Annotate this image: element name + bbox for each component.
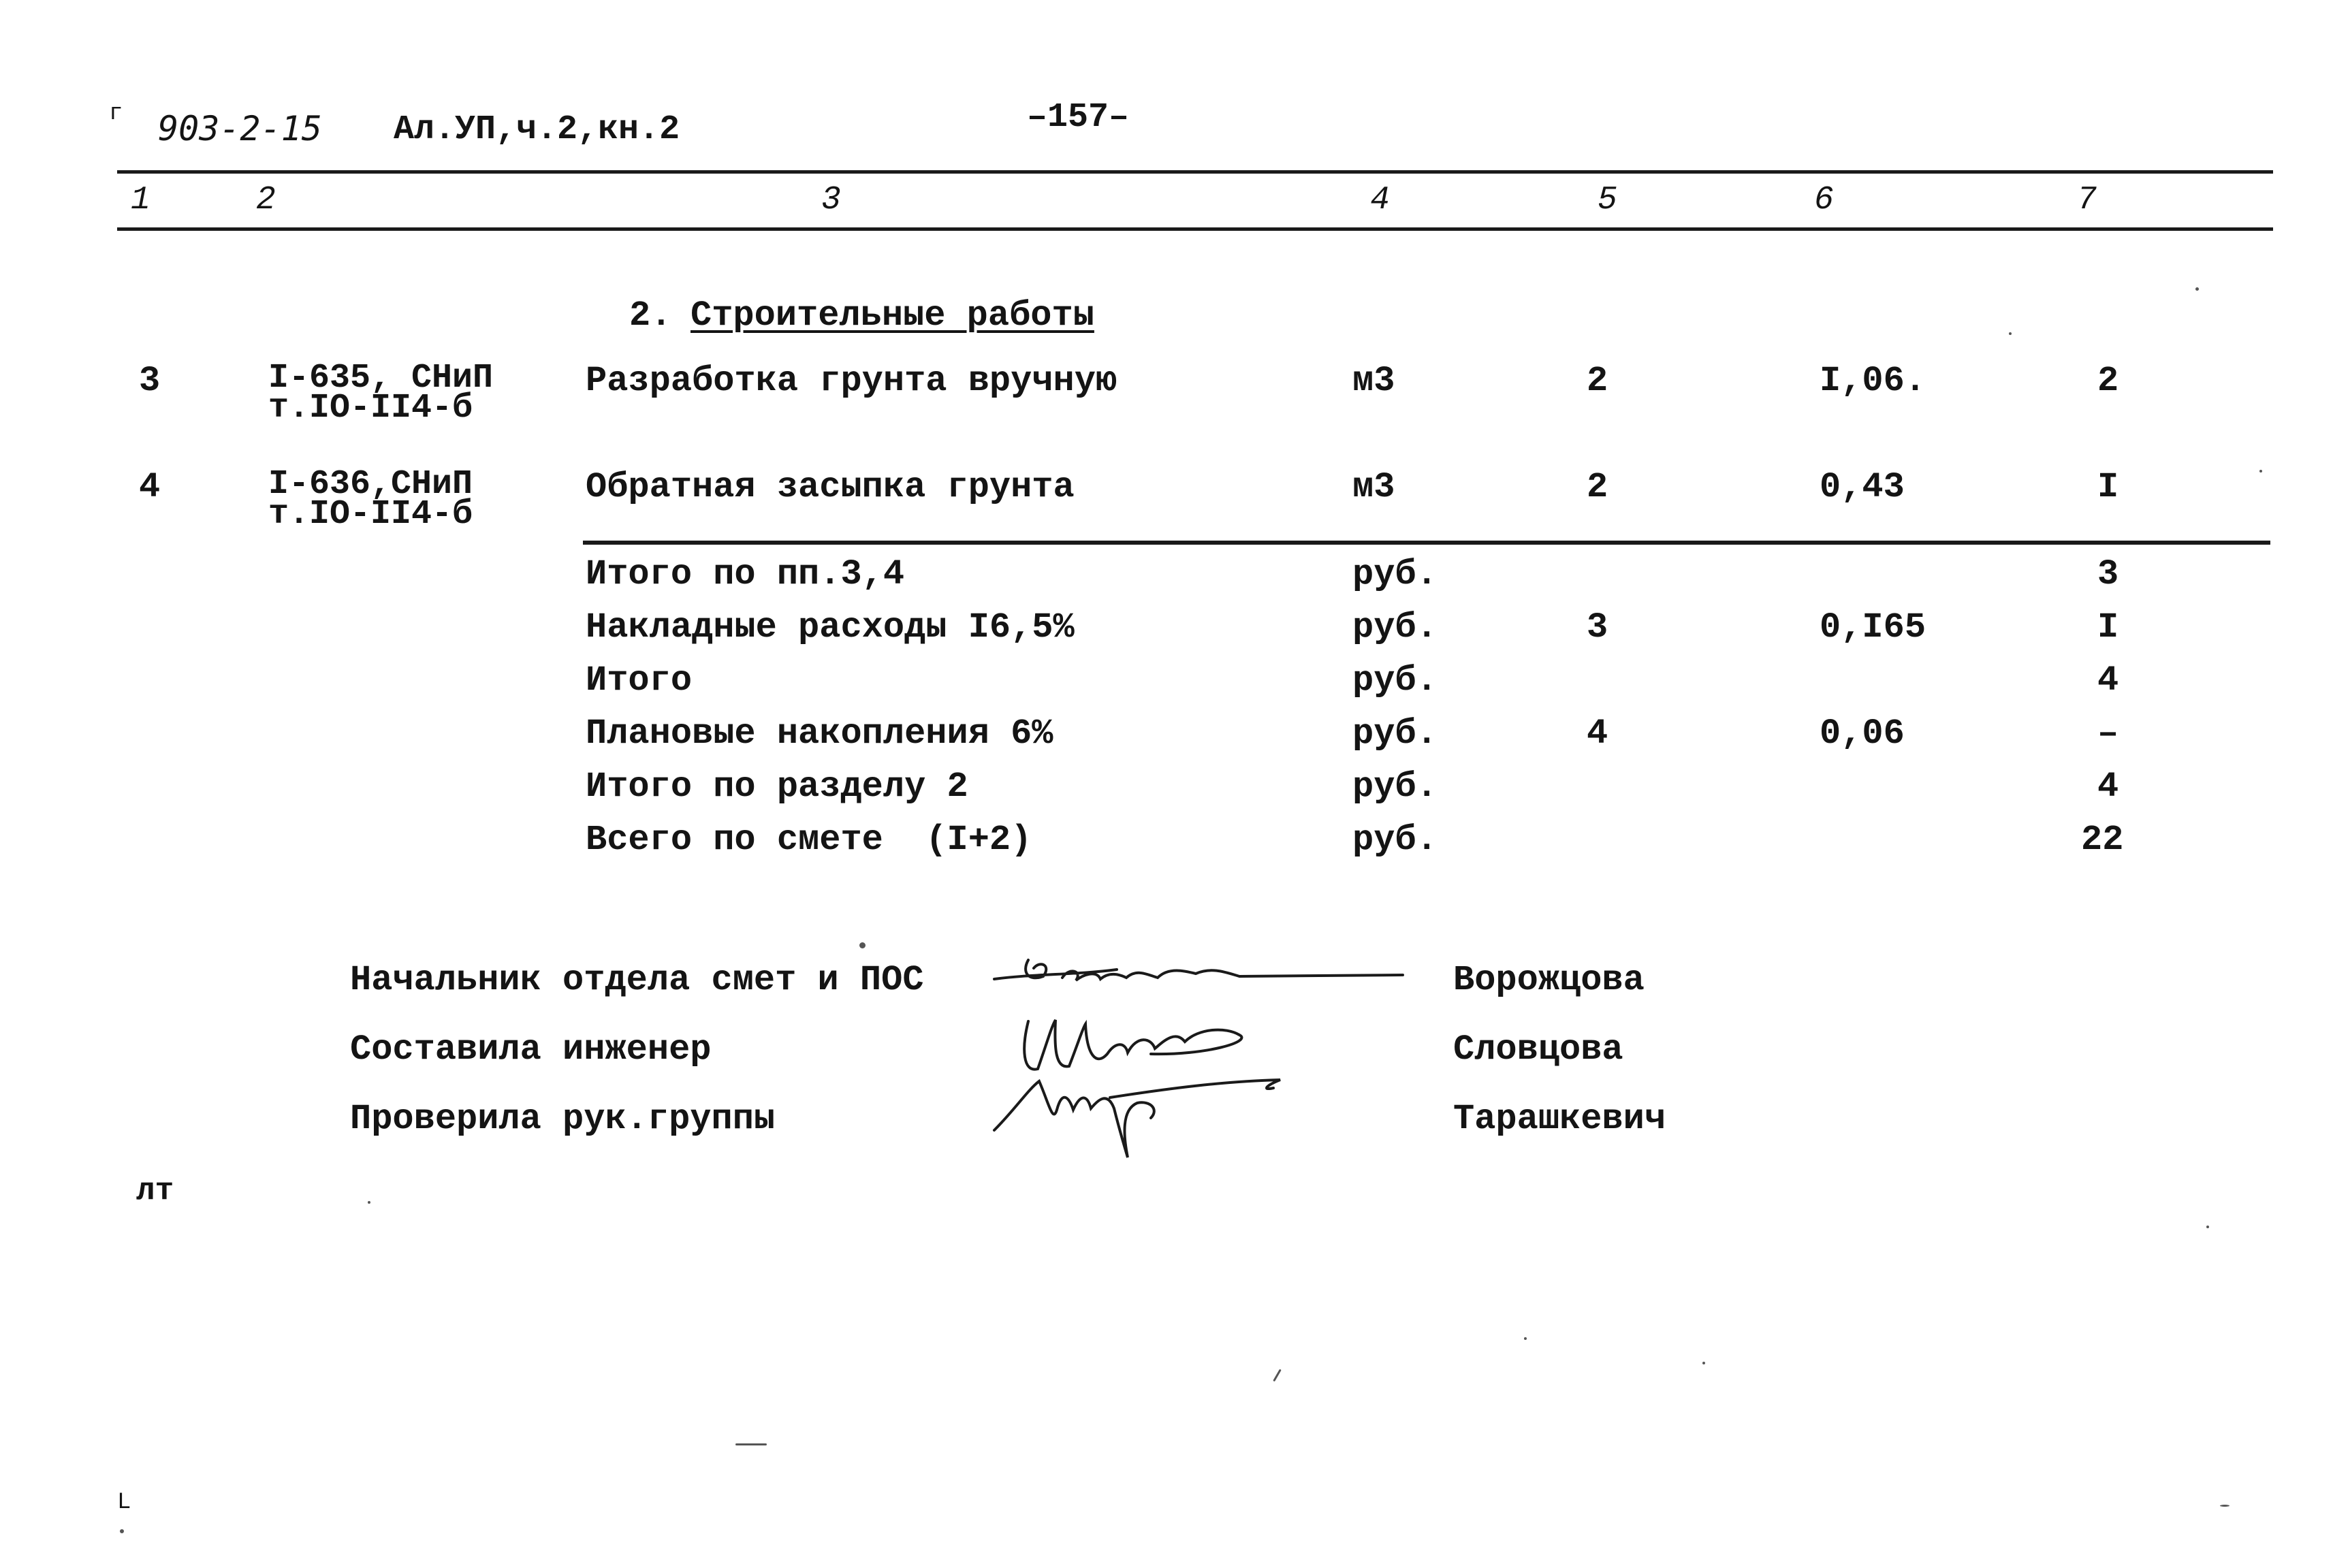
row-4-number: 4 (139, 467, 161, 507)
summary-grand-total-name: Всего по смете (I+2) (586, 820, 1032, 860)
signature-head-stroke (994, 960, 1403, 980)
summary-overhead-total: I (2097, 607, 2119, 647)
column-number-4: 4 (1370, 182, 1390, 219)
row-3-code-line2: т.IO-II4-б (268, 389, 473, 428)
corner-mark-bottom: L (117, 1490, 131, 1516)
row-3-qty: 2 (1587, 361, 1608, 401)
row-3-price: I,06. (1820, 361, 1926, 401)
signature-engineer-stroke (1024, 1020, 1241, 1070)
signature-role-engineer: Составила инженер (350, 1029, 712, 1070)
scan-speck (2220, 1505, 2229, 1507)
signature-name-engineer: Словцова (1453, 1029, 1623, 1070)
scan-speck (2009, 332, 2012, 335)
summary-planned-savings-qty: 4 (1587, 714, 1608, 754)
summary-planned-savings-name: Плановые накопления 6% (586, 714, 1053, 754)
row-3-number: 3 (139, 361, 161, 401)
summary-planned-savings-total: – (2097, 714, 2119, 754)
row-3-total: 2 (2097, 361, 2119, 401)
summary-grand-total-total: 22 (2081, 820, 2124, 860)
scan-speck (1702, 1362, 1705, 1364)
summary-section-total-name: Итого по разделу 2 (586, 767, 968, 807)
column-number-1: 1 (131, 182, 150, 219)
doc-code: 903-2-15 (158, 109, 322, 148)
summary-section-total-unit: руб. (1352, 767, 1438, 807)
row-4-code-line1: I-636,СНиП (268, 465, 473, 504)
scan-speck (735, 1443, 767, 1445)
corner-mark-top: г (109, 101, 123, 127)
signature-name-head: Ворожцова (1453, 960, 1645, 1000)
header-top-rule (117, 170, 2273, 174)
summary-grand-total-unit: руб. (1352, 820, 1438, 860)
row-3-code-line1: I-635, СНиП (268, 359, 494, 398)
footer-mark: лт (136, 1173, 174, 1209)
scan-speck (2206, 1226, 2209, 1228)
column-number-6: 6 (1814, 182, 1834, 219)
summary-total-total: 4 (2097, 660, 2119, 701)
column-number-2: 2 (256, 182, 276, 219)
summary-total-unit: руб. (1352, 660, 1438, 701)
row-3-name: Разработка грунта вручную (586, 361, 1117, 401)
album-reference: Ал.УП,ч.2,кн.2 (394, 110, 680, 149)
summary-subtotal-name: Итого по пп.3,4 (586, 554, 905, 594)
row-4-qty: 2 (1587, 467, 1608, 507)
summary-rule (583, 541, 2270, 545)
signature-role-checker: Проверила рук.группы (350, 1099, 776, 1139)
signature-checker-stroke (994, 1080, 1280, 1157)
row-4-code-line2: т.IO-II4-б (268, 495, 473, 534)
summary-planned-savings-rate: 0,06 (1820, 714, 1905, 754)
column-number-5: 5 (1598, 182, 1617, 219)
section-title: Строительные работы (691, 295, 1094, 336)
row-4-name: Обратная засыпка грунта (586, 467, 1075, 507)
handwritten-signatures (981, 940, 1416, 1171)
row-4-price: 0,43 (1820, 467, 1905, 507)
scan-speck (2259, 470, 2262, 473)
scan-speck (859, 942, 866, 948)
summary-subtotal-unit: руб. (1352, 554, 1438, 594)
section-number: 2. (629, 295, 672, 336)
column-number-3: 3 (821, 182, 841, 219)
summary-planned-savings-unit: руб. (1352, 714, 1438, 754)
summary-subtotal-total: 3 (2097, 554, 2119, 594)
scan-speck (120, 1529, 124, 1533)
scan-speck (368, 1201, 370, 1204)
row-3-unit: м3 (1352, 361, 1395, 401)
signature-name-checker: Тарашкевич (1453, 1099, 1666, 1139)
summary-overhead-unit: руб. (1352, 607, 1438, 647)
row-4-unit: м3 (1352, 467, 1395, 507)
column-number-7: 7 (2077, 182, 2097, 219)
summary-section-total-total: 4 (2097, 767, 2119, 807)
header-bottom-rule (117, 227, 2273, 231)
signature-role-head: Начальник отдела смет и ПОС (350, 960, 924, 1000)
summary-overhead-qty: 3 (1587, 607, 1608, 647)
page-number: –157– (1027, 98, 1130, 137)
row-4-total: I (2097, 467, 2119, 507)
summary-total-name: Итого (586, 660, 693, 701)
scan-speck (1524, 1337, 1527, 1340)
summary-overhead-rate: 0,I65 (1820, 607, 1926, 647)
scan-speck (2195, 287, 2199, 291)
scan-speck (1273, 1369, 1282, 1382)
summary-overhead-name: Накладные расходы I6,5% (586, 607, 1075, 647)
